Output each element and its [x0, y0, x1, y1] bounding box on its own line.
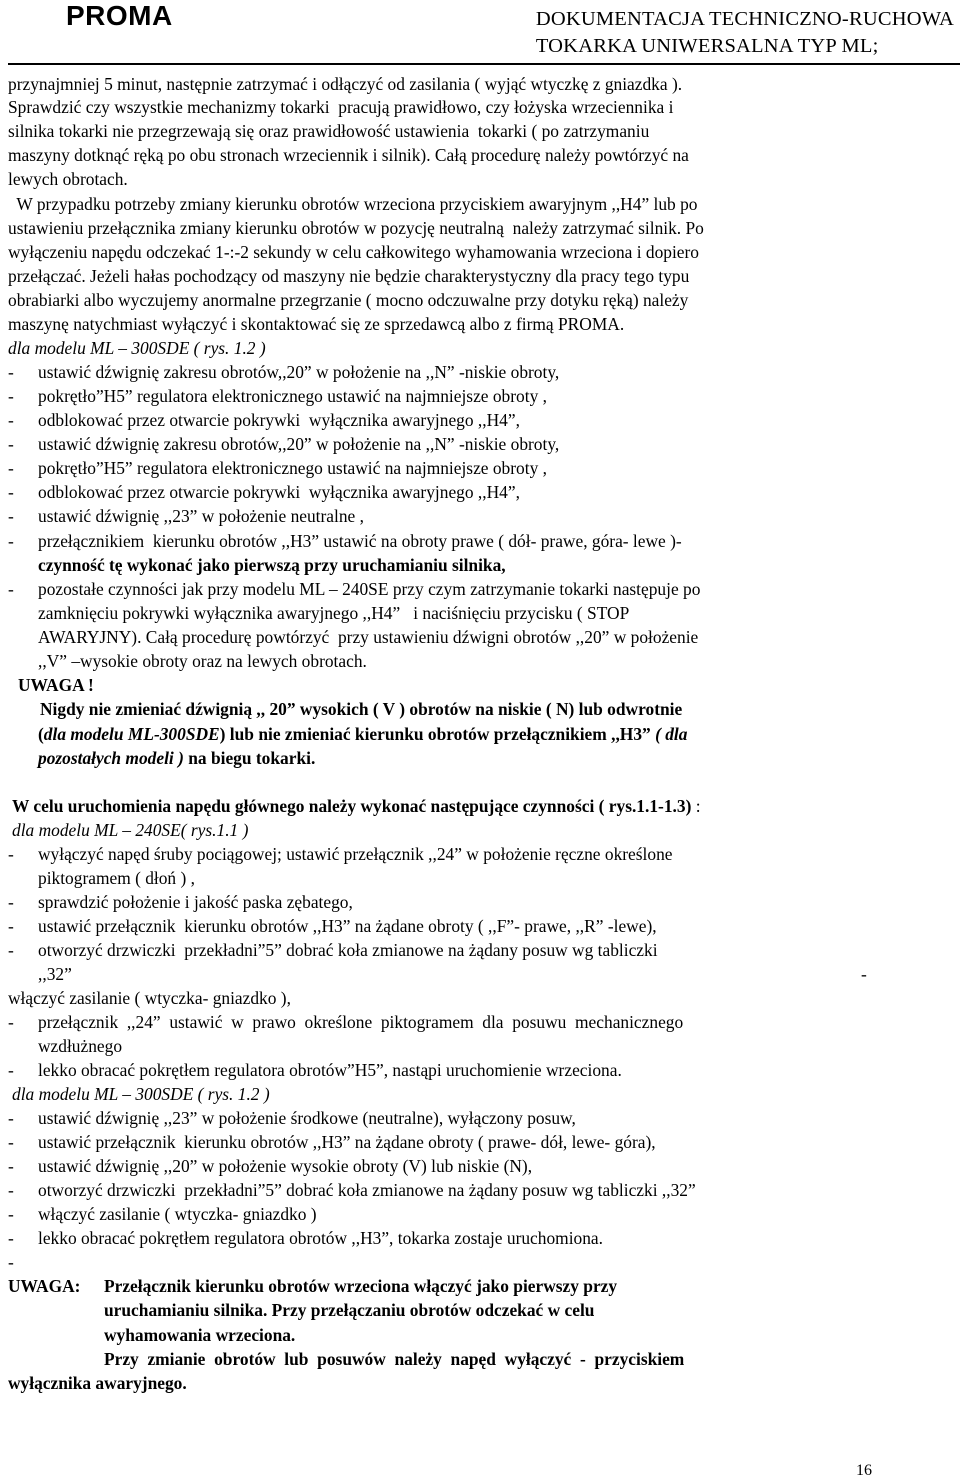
text-line: włączyć zasilanie ( wtyczka- gniazdko ), — [8, 988, 291, 1008]
list-item: - otworzyć drzwiczki przekładni”5” dobrać koła zmianowe na żądany posuw wg tabliczki — [8, 940, 658, 960]
text-line: obrabiarki albo wyczujemy anormalne przegrzanie ( mocno odczuwalne przy dotyku ręką) należy — [8, 290, 689, 310]
text-line: przynajmniej 5 minut, następnie zatrzymać i odłączyć od zasilania ( wyjąć wtyczkę z gniazdka ). — [8, 74, 683, 94]
warning-text-line: wyhamowania wrzeciona. — [104, 1325, 296, 1345]
list-item: - odblokować przez otwarcie pokrywki wyłącznika awaryjnego ,,H4”, — [8, 482, 520, 502]
header-divider — [8, 63, 960, 65]
text-line: maszyny dotknąć ręką po obu stronach wrzeciennik i silnik). Całą procedurę należy powtórzyć na — [8, 145, 689, 165]
list-item-continuation: AWARYJNY). Całą procedurę powtórzyć przy ustawieniu dźwigni obrotów ,,20” w położenie — [38, 627, 699, 647]
list-item: - pozostałe czynności jak przy modelu ML – 240SE przy czym zatrzymanie tokarki następuje po — [8, 579, 701, 599]
start-procedure-heading: W celu uruchomienia napędu głównego należy wykonać następujące czynności ( rys.1.1-1.3) : — [12, 796, 701, 816]
list-item: - ustawić dźwignię ,,23” w położenie neutralne , — [8, 506, 364, 526]
list-item: - otworzyć drzwiczki przekładni”5” dobrać koła zmianowe na żądany posuw wg tabliczki ,,32” — [8, 1180, 696, 1200]
model-300-heading: dla modelu ML – 300SDE ( rys. 1.2 ) — [8, 338, 266, 358]
warning-text-line: (dla modelu ML-300SDE) lub nie zmieniać kierunku obrotów przełącznikiem ,,H3” ( dla — [38, 724, 688, 744]
stray-dash: - — [861, 964, 867, 984]
model-240-heading: dla modelu ML – 240SE( rys.1.1 ) — [12, 820, 249, 840]
text-line: wyłączeniu napędu odczekać 1-:-2 sekundy w celu całkowitego wyhamowania wrzeciona i dopiero — [8, 242, 700, 262]
list-item-continuation: zamknięciu pokrywki wyłącznika awaryjnego ,,H4” i naciśnięciu przycisku ( STOP — [38, 603, 630, 623]
model-300-heading-2: dla modelu ML – 300SDE ( rys. 1.2 ) — [12, 1084, 270, 1104]
list-item: - włączyć zasilanie ( wtyczka- gniazdko ) — [8, 1204, 317, 1224]
list-item: - lekko obracać pokrętłem regulatora obrotów”H5”, nastąpi uruchomienie wrzeciona. — [8, 1060, 622, 1080]
warning-text-line: Przy zmianie obrotów lub posuwów należy napęd wyłączyć - przyciskiem — [104, 1349, 685, 1369]
warning-text-line: Przełącznik kierunku obrotów wrzeciona włączyć jako pierwszy przy — [104, 1276, 618, 1296]
list-item: - ustawić dźwignię zakresu obrotów,,20” w położenie na ,,N” -niskie obroty, — [8, 434, 560, 454]
list-item: - ustawić dźwignię ,,23” w położenie środkowe (neutralne), wyłączony posuw, — [8, 1108, 576, 1128]
page-number: 16 — [856, 1462, 872, 1479]
list-item: - ustawić dźwignię ,,20” w położenie wysokie obroty (V) lub niskie (N), — [8, 1156, 533, 1176]
list-item: - ustawić przełącznik kierunku obrotów ,,H3” na żądane obroty ( ,,F”- prawe, ,,R” -lewe), — [8, 916, 657, 936]
list-item: - wyłączyć napęd śruby pociągowej; ustawić przełącznik ,,24” w położenie ręczne określone — [8, 844, 673, 864]
stray-dash: - — [8, 1252, 14, 1272]
text-line: silnika tokarki nie przegrzewają się oraz prawidłowość ustawienia tokarki ( po zatrzymaniu — [8, 121, 650, 141]
page-header — [0, 0, 960, 62]
text-line: lewych obrotach. — [8, 169, 128, 189]
warning-label-2: UWAGA: — [8, 1276, 81, 1296]
brand-logo: PROMA — [66, 0, 173, 31]
document-title — [536, 6, 954, 60]
list-item: - przełącznikiem kierunku obrotów ,,H3” ustawić na obroty prawe ( dół- prawe, góra- lewe )- — [8, 531, 682, 551]
text-line: ustawieniu przełącznika zmiany kierunku obrotów w pozycję neutralną należy zatrzymać silnik. Po — [8, 218, 704, 238]
list-item-continuation: piktogramem ( dłoń ) , — [38, 868, 195, 888]
list-item-continuation: wzdłużnego — [38, 1036, 123, 1056]
warning-label: UWAGA ! — [18, 675, 94, 695]
list-item: - sprawdzić położenie i jakość paska zębatego, — [8, 892, 353, 912]
text-line: W przypadku potrzeby zmiany kierunku obrotów wrzeciona przyciskiem awaryjnym ,,H4” lub po — [8, 194, 698, 214]
list-item: - przełącznik ,,24” ustawić w prawo określone piktogramem dla posuwu mechanicznego — [8, 1012, 684, 1032]
text-line: Sprawdzić czy wszystkie mechanizmy tokarki pracują prawidłowo, czy łożyska wrzeciennika i — [8, 97, 674, 117]
warning-text-line: pozostałych modeli ) na biegu tokarki. — [38, 748, 316, 768]
list-item-continuation: ,,32” — [38, 964, 72, 984]
document-title-line-1: DOKUMENTACJA TECHNICZNO-RUCHOWA — [535, 8, 954, 30]
warning-text-line: Nigdy nie zmieniać dźwignią ,, 20” wysokich ( V ) obrotów na niskie ( N) lub odwrotnie — [40, 699, 683, 719]
list-item: - ustawić dźwignię zakresu obrotów,,20” w położenie na ,,N” -niskie obroty, — [8, 362, 560, 382]
text-line: maszynę natychmiast wyłączyć i skontaktować się ze sprzedawcą albo z firmą PROMA. — [8, 314, 625, 334]
list-item: - pokrętło”H5” regulatora elektronicznego ustawić na najmniejsze obroty , — [8, 458, 547, 478]
list-item-continuation: ,,V” –wysokie obroty oraz na lewych obrotach. — [38, 651, 367, 671]
list-item: - pokrętło”H5” regulatora elektronicznego ustawić na najmniejsze obroty , — [8, 386, 547, 406]
warning-text-line: uruchamianiu silnika. Przy przełączaniu obrotów odczekać w celu — [104, 1300, 595, 1320]
list-item: - ustawić przełącznik kierunku obrotów ,,H3” na żądane obroty ( prawe- dół, lewe- góra), — [8, 1132, 656, 1152]
list-item: - lekko obracać pokrętłem regulatora obrotów ,,H3”, tokarka zostaje uruchomiona. — [8, 1228, 603, 1248]
bold-instruction: czynność tę wykonać jako pierwszą przy uruchamianiu silnika, — [38, 555, 506, 575]
document-title-line-2: TOKARKA UNIWERSALNA TYP ML; — [535, 35, 879, 57]
list-item: - odblokować przez otwarcie pokrywki wyłącznika awaryjnego ,,H4”, — [8, 410, 520, 430]
warning-text-line: wyłącznika awaryjnego. — [8, 1373, 187, 1393]
text-line: przełączać. Jeżeli hałas pochodzący od maszyny nie będzie charakterystyczny dla pracy tego typu — [8, 266, 690, 286]
